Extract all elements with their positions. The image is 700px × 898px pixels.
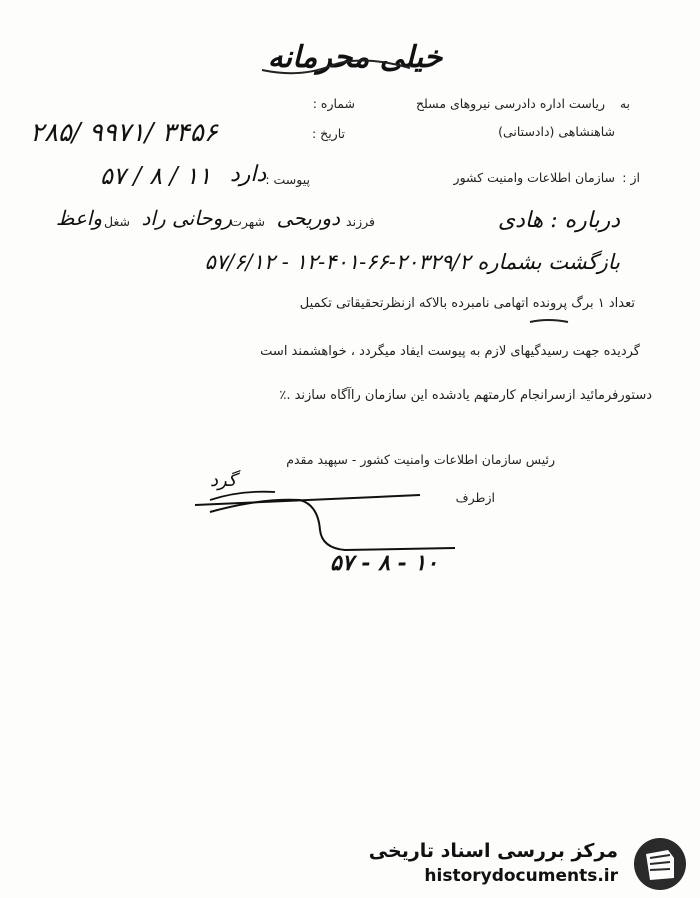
number-label: شماره : — [312, 96, 355, 111]
surname-value: روحانی راد — [141, 206, 232, 230]
from-label: از : — [622, 170, 640, 185]
attachment-value: دارد — [230, 162, 267, 187]
job-value: واعظ — [55, 206, 102, 230]
handwritten-date: ۵۷ / ۸ / ۱۱ — [100, 162, 212, 190]
attachment-label: پیوست : — [265, 172, 310, 187]
body-line-2: گردیده جهت رسیدگیهای لازم به پیوست ایفاد میگردد ، خواهشمند است — [260, 344, 640, 359]
subject-line: درباره : هادی — [497, 208, 620, 233]
bottom-date: ۵۷ - ۸ - ۱۰ — [330, 550, 438, 576]
to-label: به — [619, 96, 630, 111]
on-behalf-label: ازطرف — [455, 490, 495, 505]
to-recipient-line2: شاهنشاهی (دادستانی) — [498, 124, 615, 139]
document-title: خیلی محرمانه — [267, 40, 443, 75]
to-recipient: ریاست اداره دادرسی نیروهای مسلح — [415, 96, 605, 111]
from-organization: سازمان اطلاعات وامنیت کشور — [453, 170, 615, 185]
document-archive-logo-icon — [630, 836, 690, 892]
surname-label: شهرت — [230, 214, 265, 229]
body-line-3: دستورفرمائید ازسرانجام کارمتهم یادشده این سازمان راآگاه سازند .٪ — [279, 388, 652, 403]
handwritten-number: ۲۸۵/ ۹۹۷۱/ ۳۴۵۶ — [30, 118, 218, 148]
father-value: دوریحی — [276, 206, 340, 230]
handwritten-reference: بازگشت بشماره ۲۰۳۲۹/۲-۶۶-۴۰۱-۱۲ - ۵۷/۶/۱۲ — [204, 250, 620, 274]
footer-site-url: historydocuments.ir — [424, 866, 618, 886]
job-label: شغل — [104, 214, 130, 229]
body-line-1: تعداد ۱ برگ پرونده اتهامی نامبرده بالاکه ازنظرتحقیقاتی تکمیل — [299, 296, 635, 311]
footer-site-name: مرکز بررسی اسناد تاریخی — [368, 840, 618, 862]
signature-name: گرد — [210, 470, 237, 491]
father-label: فرزند — [346, 214, 375, 229]
signature-line: رئیس سازمان اطلاعات وامنیت کشور - سپهبد مقدم — [286, 452, 555, 467]
date-label: تاریخ : — [311, 126, 345, 141]
